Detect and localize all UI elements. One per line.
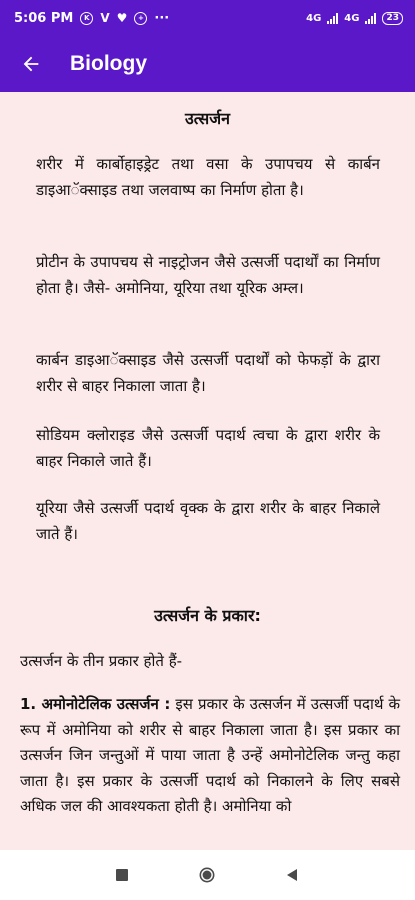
battery-icon	[382, 12, 403, 25]
signal-icon-2	[365, 13, 376, 24]
section-heading: उत्सर्जन	[185, 109, 230, 128]
recents-button[interactable]	[114, 867, 130, 883]
status-right	[306, 12, 403, 25]
heart-icon: ♥	[116, 11, 128, 25]
article-content	[0, 92, 415, 850]
plus-circle-icon: +	[134, 12, 147, 25]
type-1-paragraph	[20, 692, 400, 820]
v-icon: V	[100, 11, 110, 25]
k-circle-icon: K	[80, 12, 93, 25]
paragraph-1: शरीर में कार्बोहाइड्रेट तथा वसा के उपापचय से कार्बन डाइआॅक्साइड तथा जलवाष्प का निर्माण होता है।	[36, 155, 380, 199]
navigation-bar	[0, 850, 415, 900]
types-intro: उत्सर्जन के तीन प्रकार होते हैं-	[20, 652, 183, 670]
status-time: 5:06 PM	[14, 10, 74, 26]
app-title: Biology	[70, 52, 147, 75]
paragraph-5: यूरिया जैसे उत्सर्जी पदार्थ वृक्क के द्वारा शरीर के बाहर निकाले जाते हैं।	[36, 499, 380, 543]
network-label-2: 4G	[344, 12, 360, 24]
status-bar	[0, 0, 415, 36]
type-1-body: इस प्रकार के उत्सर्जन में उत्सर्जी पदार्थ के रूप में अमोनिया को शरीर से बाहर निकाला जाता है। इस प्रकार का उत्सर्जन जिन जन्तुओं में पाया जाता है उन्हें अमोनोटेलिक जन्तु कहा जाता है। इस प्रकार के उत्सर्जी पदार्थ को निकालने के लिए सबसे अधिक जल की आवश्यकता होती है। अमोनिया को	[20, 695, 400, 815]
home-circle-icon	[199, 866, 215, 884]
signal-icon	[327, 13, 338, 24]
status-left	[14, 11, 169, 26]
back-button[interactable]	[0, 36, 56, 92]
paragraph-4: सोडियम क्लोराइड जैसे उत्सर्जी पदार्थ त्वचा के द्वारा शरीर के बाहर निकाले जाते हैं।	[36, 426, 380, 470]
types-heading: उत्सर्जन के प्रकार:	[154, 606, 261, 625]
network-label-1: 4G	[306, 12, 322, 24]
paragraph-2: प्रोटीन के उपापचय से नाइट्रोजन जैसे उत्सर्जी पदार्थों का निर्माण होता है। जैसे- अमोनिया, यूरिया तथा यूरिक अम्ल।	[36, 253, 380, 297]
nav-back-button[interactable]	[284, 867, 300, 883]
more-icon: ···	[154, 10, 170, 26]
recents-square-icon	[116, 869, 128, 881]
battery-level: 23	[386, 13, 399, 23]
app-bar	[0, 36, 415, 92]
back-triangle-icon	[286, 868, 298, 882]
paragraph-3: कार्बन डाइआॅक्साइड जैसे उत्सर्जी पदार्थों को फेफड़ों के द्वारा शरीर से बाहर निकाला जाता है।	[36, 351, 380, 395]
home-button[interactable]	[199, 867, 215, 883]
arrow-left-icon	[20, 53, 42, 75]
type-1-title: 1. अमोनोटेलिक उत्सर्जन :	[20, 695, 171, 713]
